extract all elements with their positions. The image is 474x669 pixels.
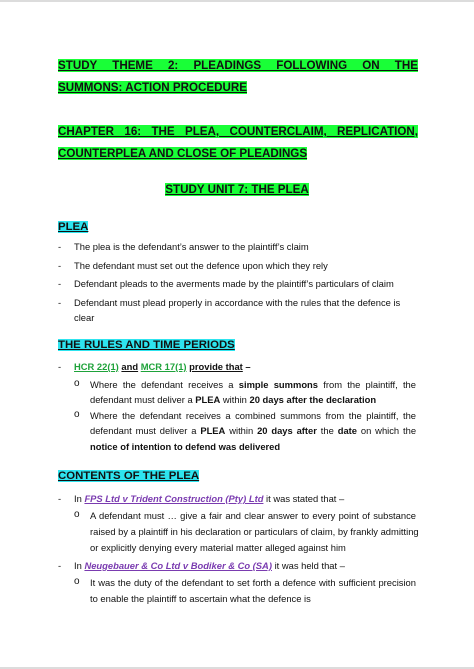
plea-item-4-cont: clear xyxy=(74,312,95,323)
contents-section-title: CONTENTS OF THE PLEA xyxy=(58,470,200,482)
case2-quote-line2: to enable the plaintiff to ascertain what the defence is xyxy=(90,593,311,604)
rules-bullet-1-line1: Where the defendant receives a simple summons from the plaintiff, the xyxy=(90,379,416,390)
rules-bullet-1-line2: defendant must deliver a PLEA within 20 days after the declaration xyxy=(90,394,377,405)
dash-bullet: - xyxy=(58,297,62,308)
plea-item-4: Defendant must plead properly in accordance with the rules that the defence is xyxy=(74,297,401,308)
circle-bullet: o xyxy=(74,409,80,420)
dash-bullet: - xyxy=(58,260,62,271)
rules-intro: HCR 22(1) and MCR 17(1) provide that – xyxy=(74,361,251,372)
dash-bullet: - xyxy=(58,241,62,252)
case1-quote-line3: or explicitly denying every material matter alleged against him xyxy=(90,542,346,553)
chapter-heading-line2: COUNTERPLEA AND CLOSE OF PLEADINGS xyxy=(58,147,308,160)
case1-quote-line1: A defendant must … give a fair and clear answer to every point of substance xyxy=(90,510,416,521)
rules-bullet-2-line2: defendant must deliver a PLEA within 20 days after the date on which the xyxy=(90,425,417,436)
rules-bullet-2-line1: Where the defendant receives a combined summons from the plaintiff, the xyxy=(90,410,416,421)
plea-item-1: The plea is the defendant’s answer to the plaintiff’s claim xyxy=(74,241,309,252)
case1-intro: In FPS Ltd v Trident Construction (Pty) Ltd it was stated that – xyxy=(74,493,345,504)
case-citation-fps[interactable]: FPS Ltd v Trident Construction (Pty) Ltd xyxy=(84,493,264,504)
dash-bullet: - xyxy=(58,560,62,571)
plea-item-3: Defendant pleads to the averments made by the plaintiff’s particulars of claim xyxy=(74,278,394,289)
top-border xyxy=(0,0,474,2)
study-theme-heading-line1: STUDY THEME 2: PLEADINGS FOLLOWING ON THE xyxy=(58,59,418,72)
dash-bullet: - xyxy=(58,278,62,289)
hcr-reference: HCR 22(1) xyxy=(74,361,119,372)
study-unit-heading: STUDY UNIT 7: THE PLEA xyxy=(165,183,309,196)
case1-quote-line2: raised by a plaintiff in his declaration or particulars of claim, by frankly admitting xyxy=(90,526,419,537)
dash-bullet: - xyxy=(58,493,62,504)
plea-section-title: PLEA xyxy=(58,221,89,233)
chapter-heading-line1: CHAPTER 16: THE PLEA, COUNTERCLAIM, REPLICATION, xyxy=(58,125,418,138)
mcr-reference: MCR 17(1) xyxy=(140,361,187,372)
case-citation-neugebauer[interactable]: Neugebauer & Co Ltd v Bodiker & Co (SA) xyxy=(84,560,272,571)
rules-section-title: THE RULES AND TIME PERIODS xyxy=(58,339,235,351)
circle-bullet: o xyxy=(74,509,80,520)
circle-bullet: o xyxy=(74,378,80,389)
dash-bullet: - xyxy=(58,361,62,372)
plea-item-2: The defendant must set out the defence upon which they rely xyxy=(74,260,328,271)
case2-intro: In Neugebauer & Co Ltd v Bodiker & Co (SA) it was held that – xyxy=(74,560,345,571)
case2-quote-line1: It was the duty of the defendant to set forth a defence with sufficient precision xyxy=(90,577,416,588)
study-theme-heading-line2: SUMMONS: ACTION PROCEDURE xyxy=(58,81,247,94)
rules-bullet-2-line3: notice of intention to defend was delivered xyxy=(90,441,281,452)
circle-bullet: o xyxy=(74,576,80,587)
